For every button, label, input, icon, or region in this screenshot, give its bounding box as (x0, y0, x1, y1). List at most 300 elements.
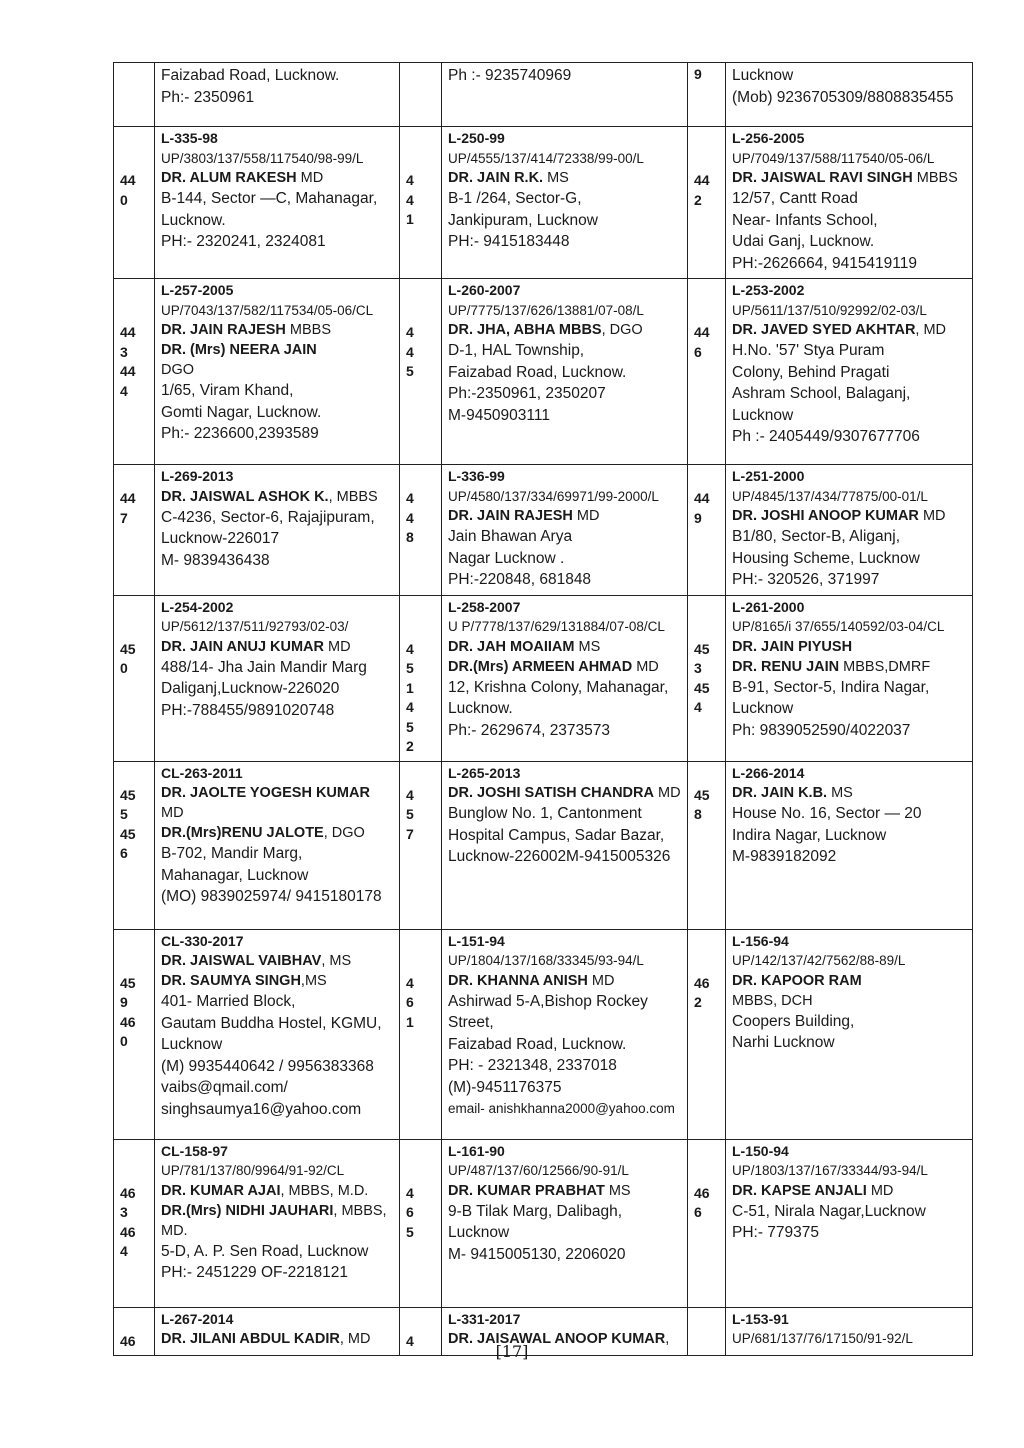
doctor-name-line (448, 971, 683, 991)
registration-number: UP/7043/137/582/117534/05-06/CL (161, 302, 374, 318)
address-line: PH:- 2320241, 2324081 (161, 233, 326, 250)
address-line: Colony, Behind Pragati (732, 363, 890, 381)
directory-row (114, 595, 973, 761)
qualification: MBBS (912, 170, 958, 186)
license-number: L-331-2017 (448, 1310, 521, 1327)
serial-number-fragment: 8 (406, 529, 414, 545)
doctor-entry (155, 929, 400, 1139)
doctor-entry (442, 127, 688, 279)
doctor-entry (726, 127, 973, 279)
serial-number-fragment: 4 (120, 382, 128, 399)
doctor-name-line (161, 951, 395, 971)
address-line: B-91, Sector-5, Indira Nagar, (732, 678, 930, 696)
serial-number-cell (400, 929, 442, 1139)
serial-number-fragment: 4 (406, 509, 414, 526)
address-line: Faizabad Road, Lucknow. (448, 363, 627, 381)
serial-number-fragment: 5 (120, 806, 128, 822)
doctor-name-line (732, 783, 968, 803)
address-line: (M)-9451176375 (448, 1078, 562, 1096)
qualification: , MD (339, 1331, 371, 1347)
address-line: Lucknow (732, 700, 794, 717)
serial-number-fragment: 4 (406, 343, 414, 360)
doctor-name: DR. JAOLTE YOGESH KUMAR (161, 785, 370, 801)
qualification: , MBBS (328, 488, 378, 505)
qualification: MS (604, 1182, 631, 1199)
serial-number-fragment: 4 (406, 699, 414, 715)
license-number: L-261-2000 (732, 598, 805, 615)
license-number: L-151-94 (448, 932, 505, 949)
serial-number-fragment: 5 (406, 806, 414, 822)
directory-row (114, 127, 973, 279)
license-number: L-253-2002 (732, 282, 805, 298)
serial-number-fragment: 44 (694, 172, 710, 188)
license-number: L-258-2007 (448, 598, 521, 615)
address-line: singhsaumya16@yahoo.com (161, 1100, 362, 1118)
doctor-name: DR. JAISWAL VAIBHAV (161, 953, 322, 969)
serial-number-fragment: 5 (406, 363, 414, 379)
doctor-directory-table (113, 62, 973, 1356)
registration-number: UP/1803/137/167/33344/93-94/L (732, 1163, 928, 1178)
serial-number-cell (114, 127, 155, 279)
address-line: Ph:-2350961, 2350207 (448, 385, 606, 402)
doctor-entry (155, 127, 400, 279)
serial-number-fragment: 9 (694, 66, 702, 82)
serial-number-fragment: 2 (406, 738, 414, 754)
address-line: Ashram School, Balaganj, (732, 385, 911, 402)
license-number: L-336-99 (448, 468, 505, 484)
doctor-name: DR. JAISAWAL ANOOP KUMAR (448, 1331, 666, 1347)
serial-number-cell (688, 929, 726, 1139)
serial-number-fragment: 3 (120, 1204, 128, 1220)
serial-number-cell (688, 1139, 726, 1307)
qualification: , MBBS, M.D. (280, 1182, 369, 1199)
license-number: CL-263-2011 (161, 764, 243, 781)
address-line: Lucknow. (448, 700, 513, 717)
license-number: L-153-91 (732, 1310, 789, 1327)
registration-number: UP/7775/137/626/13881/07-08/L (448, 302, 644, 318)
serial-number-fragment: 0 (120, 191, 128, 208)
doctor-name-line (161, 168, 395, 188)
address-line: Ashirwad 5-A,Bishop Rockey (448, 992, 648, 1010)
doctor-name-line (161, 360, 395, 380)
doctor-name-line (161, 637, 395, 657)
qualification: MS (574, 638, 601, 655)
qualification: MD (324, 638, 351, 655)
address-line: Street, (448, 1014, 494, 1031)
directory-row (114, 279, 973, 465)
address-line: Gomti Nagar, Lucknow. (161, 403, 322, 421)
address-line: Ph:- 2629674, 2373573 (448, 721, 611, 739)
serial-number-fragment: 2 (694, 994, 702, 1010)
address-line: Faizabad Road, Lucknow. (161, 67, 340, 84)
doctor-name-line (732, 991, 968, 1011)
serial-number-cell (688, 127, 726, 279)
address-line: Jankipuram, Lucknow (448, 211, 598, 229)
address-line: B-1 /264, Sector-G, (448, 190, 582, 207)
serial-number-fragment: 45 (120, 640, 136, 657)
address-line: PH:- 2451229 OF-2218121 (161, 1264, 348, 1281)
address-line: Lucknow (732, 406, 794, 424)
serial-number-fragment: 1 (406, 211, 414, 227)
qualification: , DGO (601, 322, 643, 338)
registration-number: UP/781/137/80/9964/91-92/CL (161, 1163, 345, 1178)
registration-number: UP/8165/i 37/655/140592/03-04/CL (732, 619, 945, 634)
serial-number-cell (400, 595, 442, 761)
address-line: Jain Bhawan Arya (448, 528, 573, 545)
doctor-name: DR. RENU JAIN (732, 658, 840, 675)
license-number: L-266-2014 (732, 764, 805, 781)
doctor-name: DR. KAPOOR RAM (732, 972, 862, 989)
serial-number-fragment: 4 (406, 640, 414, 657)
serial-number-fragment: 1 (406, 1013, 414, 1030)
page-number: [17] (495, 1342, 529, 1361)
serial-number-fragment: 4 (406, 490, 414, 506)
address-line: C-4236, Sector-6, Rajajipuram, (161, 508, 375, 526)
registration-number: UP/5612/137/511/92793/02-03/ (161, 619, 349, 634)
doctor-name-line (448, 1181, 683, 1201)
doctor-name: DR. (Mrs) NEERA JAIN (161, 342, 317, 358)
address-line: Bunglow No. 1, Cantonment (448, 805, 642, 822)
address-line: Lucknow (161, 1036, 223, 1053)
address-line: Mahanagar, Lucknow (161, 866, 309, 884)
serial-number-fragment: 5 (406, 660, 414, 676)
serial-number-cell (400, 1139, 442, 1307)
qualification: MS (543, 170, 569, 186)
serial-number-fragment: 46 (120, 1013, 136, 1030)
serial-number-fragment: 4 (406, 191, 414, 208)
serial-number-fragment: 1 (406, 679, 414, 696)
serial-number-fragment: 6 (120, 845, 128, 861)
qualification: MBBS, DCH (732, 992, 813, 1009)
qualification: ,MS (300, 973, 327, 989)
serial-number-fragment: 6 (406, 994, 414, 1010)
doctor-name: DR. JAIN K.B. (732, 785, 828, 801)
doctor-entry (155, 761, 400, 929)
serial-number-fragment: 44 (694, 324, 710, 340)
address-line: PH:-788455/9891020748 (161, 701, 335, 719)
doctor-name-line (448, 783, 683, 803)
doctor-name-line (448, 657, 683, 677)
directory-row (114, 761, 973, 929)
doctor-name: DR. JAIN ANUJ KUMAR (161, 638, 324, 655)
doctor-name-line (732, 657, 968, 677)
doctor-name: DR. KUMAR PRABHAT (448, 1182, 605, 1199)
serial-number-fragment: 45 (120, 786, 136, 803)
doctor-name: DR. JOSHI ANOOP KUMAR (732, 508, 919, 524)
serial-number-fragment: 4 (406, 1332, 414, 1349)
address-line: Nagar Lucknow . (448, 549, 565, 567)
address-line: 12/57, Cantt Road (732, 190, 858, 207)
registration-number: UP/142/137/42/7562/88-89/L (732, 953, 906, 968)
doctor-name: DR. KUMAR AJAI (161, 1182, 281, 1199)
doctor-entry (442, 63, 688, 127)
address-line: B-702, Mandir Marg, (161, 845, 303, 862)
directory-row (114, 1139, 973, 1307)
address-line: B-144, Sector —C, Mahanagar, (161, 190, 378, 207)
address-line: Ph :- 2405449/9307677706 (732, 428, 920, 445)
address-line: Lucknow-226017 (161, 530, 280, 547)
serial-number-cell (400, 127, 442, 279)
address-line: Indira Nagar, Lucknow (732, 826, 887, 844)
license-number: CL-330-2017 (161, 932, 244, 949)
serial-number-fragment: 6 (694, 1204, 702, 1220)
license-number: L-335-98 (161, 130, 218, 146)
address-line: 5-D, A. P. Sen Road, Lucknow (161, 1242, 369, 1260)
address-line: Lucknow-226002M-9415005326 (448, 848, 671, 865)
address-line: Udai Ganj, Lucknow. (732, 233, 875, 250)
serial-number-fragment: 3 (120, 343, 128, 360)
address-line: PH: - 2321348, 2337018 (448, 1057, 617, 1074)
qualification: MD (918, 508, 946, 524)
doctor-entry (442, 929, 688, 1139)
doctor-entry (726, 63, 973, 127)
doctor-name-line (161, 1181, 395, 1201)
directory-row (114, 465, 973, 596)
doctor-name: DR. JILANI ABDUL KADIR (161, 1331, 340, 1347)
doctor-name-line (732, 637, 968, 657)
serial-number-fragment: 0 (120, 660, 128, 676)
doctor-name-line (161, 1201, 395, 1221)
doctor-name-line (448, 506, 683, 526)
qualification: , DGO (323, 825, 365, 841)
address-line: Coopers Building, (732, 1012, 855, 1030)
address-line: H.No. '57' Stya Puram (732, 342, 885, 359)
qualification: MD (296, 170, 324, 186)
license-number: L-257-2005 (161, 282, 234, 298)
serial-number-fragment: 45 (120, 974, 136, 991)
address-line: C-51, Nirala Nagar,Lucknow (732, 1202, 926, 1220)
doctor-name-line (161, 783, 395, 803)
address-line: Ph: 9839052590/4022037 (732, 721, 911, 739)
serial-number-fragment: 4 (406, 1184, 414, 1201)
address-line: Lucknow (732, 67, 794, 84)
serial-number-cell (688, 465, 726, 596)
doctor-name-line (161, 340, 395, 360)
directory-row (114, 929, 973, 1139)
qualification: MS (827, 785, 853, 801)
serial-number-fragment: 4 (120, 1243, 128, 1259)
address-line: PH:- 779375 (732, 1224, 820, 1241)
serial-number-fragment: 45 (120, 825, 136, 842)
address-line: PH:- 9415183448 (448, 233, 570, 250)
doctor-name: DR. KHANNA ANISH (448, 972, 588, 989)
address-line: vaibs@qmail.com/ (161, 1079, 288, 1096)
doctor-entry (726, 279, 973, 465)
doctor-name-line (161, 803, 395, 823)
qualification: MD (587, 972, 615, 989)
address-line: 401- Married Block, (161, 993, 296, 1010)
license-number: L-251-2000 (732, 468, 805, 484)
doctor-entry (442, 1139, 688, 1307)
doctor-name: DR. ALUM RAKESH (161, 170, 297, 186)
serial-number-fragment: 44 (694, 490, 710, 506)
license-number: L-150-94 (732, 1142, 789, 1159)
doctor-entry (442, 279, 688, 465)
doctor-name: DR. JAH MOAIIAM (448, 638, 575, 655)
address-line: D-1, HAL Township, (448, 342, 585, 359)
serial-number-cell (400, 761, 442, 929)
qualification: MD. (161, 1222, 188, 1239)
serial-number-fragment: 9 (694, 509, 702, 526)
qualification: MD (653, 785, 681, 801)
serial-number-fragment: 45 (694, 786, 710, 803)
serial-number-fragment: 44 (120, 172, 136, 188)
serial-number-fragment: 4 (406, 786, 414, 803)
serial-number-fragment: 0 (120, 1033, 128, 1049)
license-number: L-254-2002 (161, 598, 234, 615)
serial-number-fragment: 44 (120, 324, 136, 340)
serial-number-fragment: 46 (120, 1223, 136, 1240)
doctor-entry (155, 1139, 400, 1307)
license-number: L-267-2014 (161, 1310, 234, 1327)
serial-number-fragment: 5 (406, 1223, 414, 1240)
doctor-name: DR. SAUMYA SINGH (161, 973, 301, 989)
serial-number-cell (688, 761, 726, 929)
email-line: email- anishkhanna2000@yahoo.com (448, 1101, 675, 1116)
serial-number-cell (114, 63, 155, 127)
qualification: MD (161, 805, 184, 821)
doctor-name: DR. JAVED SYED AKHTAR (732, 322, 916, 338)
license-number: L-269-2013 (161, 468, 234, 484)
address-line: M-9450903111 (448, 406, 550, 424)
qualification: DGO (161, 362, 195, 378)
doctor-name-line (732, 506, 968, 526)
doctor-name-line (732, 1181, 968, 1201)
address-line: 1/65, Viram Khand, (161, 382, 294, 399)
doctor-entry (155, 63, 400, 127)
serial-number-cell (114, 465, 155, 596)
license-number: L-161-90 (448, 1142, 505, 1159)
directory-row (114, 63, 973, 127)
doctor-name: DR. JAISWAL ASHOK K. (161, 488, 329, 505)
serial-number-fragment: 46 (694, 974, 710, 991)
serial-number-fragment: 6 (406, 1204, 414, 1220)
doctor-entry (155, 465, 400, 596)
serial-number-fragment: 4 (694, 699, 702, 715)
address-line: B1/80, Sector-B, Aliganj, (732, 528, 901, 545)
doctor-entry (155, 595, 400, 761)
serial-number-cell (688, 279, 726, 465)
serial-number-cell (114, 595, 155, 761)
doctor-name-line (161, 971, 395, 991)
address-line: Narhi Lucknow (732, 1034, 835, 1051)
address-line: Gautam Buddha Hostel, KGMU, (161, 1014, 382, 1032)
address-line: Lucknow (448, 1224, 510, 1241)
serial-number-fragment: 44 (120, 363, 136, 379)
serial-number-cell (688, 595, 726, 761)
serial-number-fragment: 2 (694, 191, 702, 208)
registration-number: U P/7778/137/629/131884/07-08/CL (448, 619, 665, 634)
serial-number-cell (400, 63, 442, 127)
doctor-name-line (448, 168, 683, 188)
doctor-entry (726, 465, 973, 596)
serial-number-fragment: 5 (406, 718, 414, 735)
qualification: MD (866, 1182, 894, 1199)
address-line: (M) 9935440642 / 9956383368 (161, 1057, 374, 1075)
serial-number-cell (688, 63, 726, 127)
doctor-entry (726, 595, 973, 761)
license-number: L-260-2007 (448, 282, 521, 298)
address-line: 12, Krishna Colony, Mahanagar, (448, 678, 669, 696)
doctor-name: DR.(Mrs) ARMEEN AHMAD (448, 658, 633, 675)
address-line: Hospital Campus, Sadar Bazar, (448, 826, 665, 844)
address-line: M-9839182092 (732, 848, 837, 865)
serial-number-fragment: 46 (120, 1184, 136, 1201)
doctor-name: DR.(Mrs)RENU JALOTE (161, 825, 324, 841)
serial-number-fragment: 7 (406, 825, 414, 842)
serial-number-fragment: 6 (694, 343, 702, 360)
serial-number-fragment: 46 (120, 1332, 136, 1349)
serial-number-fragment: 44 (120, 490, 136, 506)
doctor-name: DR. JAIN PIYUSH (732, 638, 853, 655)
address-line: PH:-220848, 681848 (448, 571, 592, 588)
doctor-entry (442, 465, 688, 596)
qualification: MD (572, 508, 600, 524)
qualification: MBBS,DMRF (839, 658, 931, 675)
qualification: MD (632, 658, 659, 675)
registration-number: UP/681/137/76/17150/91-92/L (732, 1331, 913, 1346)
doctor-name: DR. JAIN R.K. (448, 170, 544, 186)
serial-number-fragment: 3 (694, 660, 702, 676)
serial-number-cell (114, 761, 155, 929)
license-number: CL-158-97 (161, 1142, 228, 1159)
address-line: M- 9415005130, 2206020 (448, 1245, 626, 1263)
address-line: Faizabad Road, Lucknow. (448, 1035, 627, 1053)
registration-number: UP/4845/137/434/77875/00-01/L (732, 488, 928, 504)
doctor-name-line (161, 487, 395, 507)
serial-number-cell (114, 279, 155, 465)
serial-number-fragment: 4 (406, 324, 414, 340)
serial-number-fragment: 45 (694, 679, 710, 696)
address-line: 9-B Tilak Marg, Dalibagh, (448, 1202, 623, 1220)
license-number: L-256-2005 (732, 130, 805, 146)
address-line: Near- Infants School, (732, 211, 878, 229)
serial-number-fragment: 9 (120, 994, 128, 1010)
doctor-name-line (732, 320, 968, 340)
license-number: L-156-94 (732, 932, 789, 949)
serial-number-fragment: 4 (406, 974, 414, 991)
address-line: Daliganj,Lucknow-226020 (161, 680, 340, 697)
serial-number-cell (400, 465, 442, 596)
qualification: , MS (321, 953, 352, 969)
address-line: Ph:- 2236600,2393589 (161, 425, 319, 442)
address-line: PH:-2626664, 9415419119 (732, 254, 918, 272)
address-line: M- 9839436438 (161, 551, 270, 569)
address-line: Ph:- 2350961 (161, 88, 255, 106)
doctor-entry (442, 595, 688, 761)
serial-number-fragment: 4 (406, 172, 414, 188)
doctor-name: DR. JAIN RAJESH (161, 322, 286, 338)
registration-number: UP/5611/137/510/92992/02-03/L (732, 302, 927, 318)
qualification: , MBBS, (333, 1202, 387, 1219)
doctor-entry (726, 761, 973, 929)
registration-number: UP/4580/137/334/69971/99-2000/L (448, 488, 659, 504)
doctor-name-line (448, 320, 683, 340)
license-number: L-250-99 (448, 130, 505, 146)
serial-number-fragment: 45 (694, 640, 710, 657)
qualification: , MD (915, 322, 947, 338)
doctor-name-line (732, 971, 968, 991)
license-number: L-265-2013 (448, 764, 521, 781)
address-line: Lucknow. (161, 211, 226, 229)
doctor-name: DR. JAIN RAJESH (448, 508, 573, 524)
registration-number: UP/4555/137/414/72338/99-00/L (448, 150, 644, 166)
qualification: , (665, 1331, 670, 1347)
address-line: Housing Scheme, Lucknow (732, 549, 920, 567)
doctor-name-line (161, 320, 395, 340)
address-line: House No. 16, Sector — 20 (732, 805, 922, 822)
serial-number-fragment: 8 (694, 806, 702, 822)
